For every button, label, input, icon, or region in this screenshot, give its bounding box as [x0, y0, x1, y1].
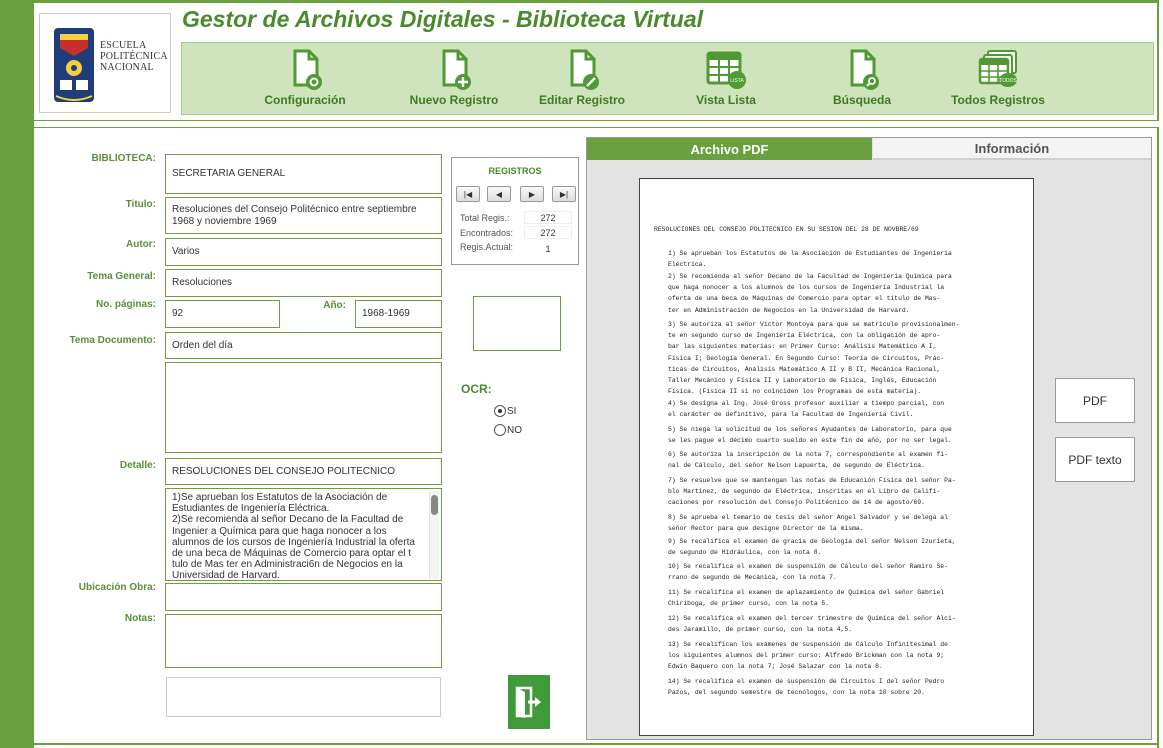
- document-panel: [586, 137, 1152, 740]
- notes-field[interactable]: [165, 614, 442, 668]
- search-label: Búsqueda: [832, 93, 891, 107]
- main-toolbar: [181, 42, 1154, 115]
- current-record-value: 1: [524, 242, 572, 255]
- logo-line: ESCUELA: [100, 40, 147, 51]
- prev-icon: ◀: [495, 189, 503, 199]
- first-icon: |◀: [463, 189, 473, 199]
- library-field[interactable]: SECRETARIA GENERAL: [165, 154, 442, 194]
- pdf-button[interactable]: PDF: [1055, 378, 1135, 423]
- doc-item: 11) Se recalifica el examen de aplazamiento de Química del señor Gabriel Chiriboga, de primer curso, con la nota 5.: [668, 589, 945, 608]
- list-view-label: Vista Lista: [696, 93, 756, 107]
- total-records-value: 272: [524, 211, 572, 224]
- year-field[interactable]: 1968-1969: [355, 300, 442, 328]
- tab-pdf[interactable]: Archivo PDF: [587, 138, 872, 160]
- logo-line: POLITÉCNICA: [100, 51, 168, 62]
- tab-information[interactable]: Información: [873, 138, 1151, 160]
- left-accent-bar: [0, 0, 34, 748]
- total-records-label: Total Regis.:: [460, 213, 510, 223]
- author-label: Autor:: [126, 239, 156, 250]
- new-record-button[interactable]: [384, 49, 524, 113]
- pages-field[interactable]: 92: [165, 300, 280, 328]
- doc-item: 1) Se aprueban los Estatutos de la Asociación de Estudiantes de Ingeniería Eléctrica.: [668, 250, 952, 269]
- all-records-icon: [976, 49, 1020, 91]
- thumbnail-box: [473, 296, 561, 351]
- all-badge-text: TODOS: [999, 78, 1017, 84]
- last-record-button[interactable]: [552, 186, 576, 202]
- records-panel: [451, 157, 579, 265]
- shield-icon: [52, 26, 96, 104]
- institution-logo: [39, 13, 171, 113]
- radio-circle: [494, 405, 506, 417]
- doc-item: 8) Se aprueba el temario de tesis del señor Angel Salvador y se delega al señor Rector para que designe Director de la misma.: [668, 514, 948, 533]
- image-field[interactable]: [165, 362, 442, 453]
- radio-circle: [494, 424, 506, 436]
- doc-item: 3) Se autoriza al señor Víctor Montoya para que se matricule provisionalmen- te en segundo curso de Ingeniería Eléctrica, con la obligación de apro- bar las siguientes materias: en Primer Curso: Análisis Matemático A I, Física I; Geología General. En Segundo Curso: Teoría de Circuitos, Prác- ticas de Circuitos, Análisis Matemático A II y B II, Mecánica Racional, Taller Mecánico y Física II y Laboratorio de Física, Inglés, Educación Física. (Física II si no coinciden los Programas de esta materia).: [668, 321, 960, 396]
- doc-heading: RESOLUCIONES DEL CONSEJO POLITECNICO EN SU SESION DEL 28 DE NOVBRE/69: [654, 226, 919, 233]
- next-icon: ▶: [528, 189, 536, 199]
- edit-doc-icon: [562, 49, 602, 91]
- config-doc-icon: [285, 49, 325, 91]
- logo-line: NACIONAL: [100, 62, 154, 73]
- search-doc-icon: [842, 49, 882, 91]
- first-record-button[interactable]: [456, 186, 480, 202]
- ocr-no-radio[interactable]: [494, 423, 554, 437]
- title-field[interactable]: Resoluciones del Consejo Politécnico entre septiembre 1968 y noviembre 1969: [165, 197, 442, 234]
- current-record-label: Regis.Actual:: [460, 242, 514, 252]
- doc-item: 10) Se recalifica el examen de suspensión de Cálculo del señor Ramiro Se- rrano de segundo de Mecánica, con la nota 7.: [668, 563, 948, 582]
- search-button[interactable]: [792, 49, 932, 113]
- found-records-value: 272: [524, 226, 572, 239]
- document-topic-label: Tema Documento:: [69, 335, 156, 346]
- general-topic-field[interactable]: Resoluciones: [165, 269, 442, 297]
- title-label: Titulo:: [125, 199, 156, 210]
- doc-item: 2) Se recomienda al señor Decano de la Facultad de Ingeniería Química para que haga nonocer a los alumnos de los cursos de Ingeniería Industrial la oferta de una beca de Máquinas de Comercio para optar el título de Mas- ter en Administración de Negocios en la Universidad de Harvard.: [668, 273, 952, 314]
- logo-text: [100, 40, 168, 73]
- library-label: BIBLIOTECA:: [91, 153, 156, 164]
- pages-label: No. páginas:: [95, 299, 156, 310]
- edit-record-label: Editar Registro: [538, 93, 625, 107]
- pdf-preview: [639, 178, 1034, 736]
- author-field[interactable]: Varios: [165, 238, 442, 266]
- next-record-button[interactable]: [520, 186, 544, 202]
- ocr-yes-radio[interactable]: [494, 404, 554, 418]
- last-icon: ▶|: [559, 189, 569, 199]
- detail-text: 1)Se aprueban los Estatutos de la Asociación de Estudiantes de Ingeniería Eléctrica. 2)Se recomienda al señor Decano de la Facultad de Ingenier a Química para que haga nonocer a los alumnos de los cursos de Ingeniería Industrial la oferta de una beca de Máquinas de Comercio para optar el t tulo de Mas ter en Administraci6n de Negocios en la Universidad de Harvard.: [172, 492, 415, 581]
- bottom-border: [34, 743, 1159, 745]
- ocr-yes-label: SI: [507, 405, 517, 417]
- exit-door-icon: [514, 685, 544, 719]
- general-topic-label: Tema General:: [87, 271, 156, 282]
- detail-textarea[interactable]: [165, 488, 442, 581]
- notes-label: Notas:: [124, 613, 156, 624]
- year-label: Año:: [323, 300, 346, 311]
- doc-item: 6) Se autoriza la inscripción de la nota 7, correspondiente al examen fi- nal de Cálculo, del señor Nelson Lapuerta, de segundo de Eléctrica.: [668, 451, 948, 470]
- table-list-icon: [704, 49, 748, 91]
- detail-label: Detalle:: [119, 460, 156, 471]
- doc-item: 13) Se recalifican los exámenes de suspensión de Cálculo Infinitesimal de los siguientes alumnos del primer curso: Alfredo Brickman con la nota 9; Edwin Baquero con la nota 7; José Salazar con la nota 8.: [668, 641, 948, 671]
- doc-item: 9) Se recalifica el examen de gracia de Geología del señor Nelson Izurieta, de segundo de Hidráulica, con la nota 8.: [668, 538, 956, 557]
- ocr-label: OCR:: [461, 382, 492, 396]
- radio-dot: [498, 409, 502, 413]
- doc-item: 4) Se designa al Ing. José Gross profesor auxiliar a tiempo parcial, con el carácter de definitivo, para la Facultad de Ingeniería Civil.: [668, 400, 945, 419]
- ocr-no-label: NO: [507, 424, 522, 436]
- configuration-label: Configuración: [264, 93, 346, 107]
- doc-item: 7) Se resuelve que se mantengan las notas de Educación Física del señor Pa- blo Martínez, de segundo de Eléctrica, inscritas en el Libro de Califi- caciones por resolución del Consejo Politécnico de 14 de agosto/69.: [668, 477, 956, 507]
- prev-record-button[interactable]: [487, 186, 511, 202]
- list-view-button[interactable]: [656, 49, 796, 113]
- configuration-button[interactable]: [235, 49, 375, 113]
- list-badge-text: LISTA: [730, 78, 744, 84]
- detail-field[interactable]: RESOLUCIONES DEL CONSEJO POLITECNICO: [165, 458, 442, 485]
- doc-item: 14) Se recalifica el examen de suspensión de Circuitos I del señor Pedro Pazos, del segundo semestre de tecnólogos, con la nota 10 sobre 20.: [668, 678, 945, 697]
- doc-item: 12) Se recalifica el examen del tercer trimestre de Química del señor Alci- des Jaramillo, de primer curso, con la nota 4,5.: [668, 615, 956, 634]
- found-records-label: Encontrados:: [460, 228, 514, 238]
- header-separator: [34, 120, 1159, 128]
- document-topic-field[interactable]: Orden del día: [165, 332, 442, 359]
- add-doc-icon: [434, 49, 474, 91]
- top-border: [34, 0, 1159, 3]
- doc-item: 5) Se niega la solicitud de los señores Ayudantes de Laboratorio, para que se les pague el décimo cuarto sueldo en este fin de año, por no ser legal.: [668, 426, 952, 445]
- detail-scrollbar[interactable]: [429, 491, 439, 579]
- all-records-label: Todos Registros: [951, 93, 1045, 107]
- edit-record-button[interactable]: [512, 49, 652, 113]
- all-records-button[interactable]: [928, 49, 1068, 113]
- app-title: Gestor de Archivos Digitales - Biblioteca Virtual: [182, 6, 704, 32]
- location-label: Ubicación Obra:: [78, 582, 156, 593]
- right-border: [1157, 0, 1159, 748]
- exit-button[interactable]: [508, 675, 550, 729]
- records-title: REGISTROS: [488, 166, 542, 176]
- new-record-label: Nuevo Registro: [409, 93, 499, 107]
- status-box: [166, 677, 441, 717]
- location-field[interactable]: [165, 583, 442, 611]
- scrollbar-thumb[interactable]: [431, 495, 438, 515]
- pdf-text-button[interactable]: PDF texto: [1055, 437, 1135, 482]
